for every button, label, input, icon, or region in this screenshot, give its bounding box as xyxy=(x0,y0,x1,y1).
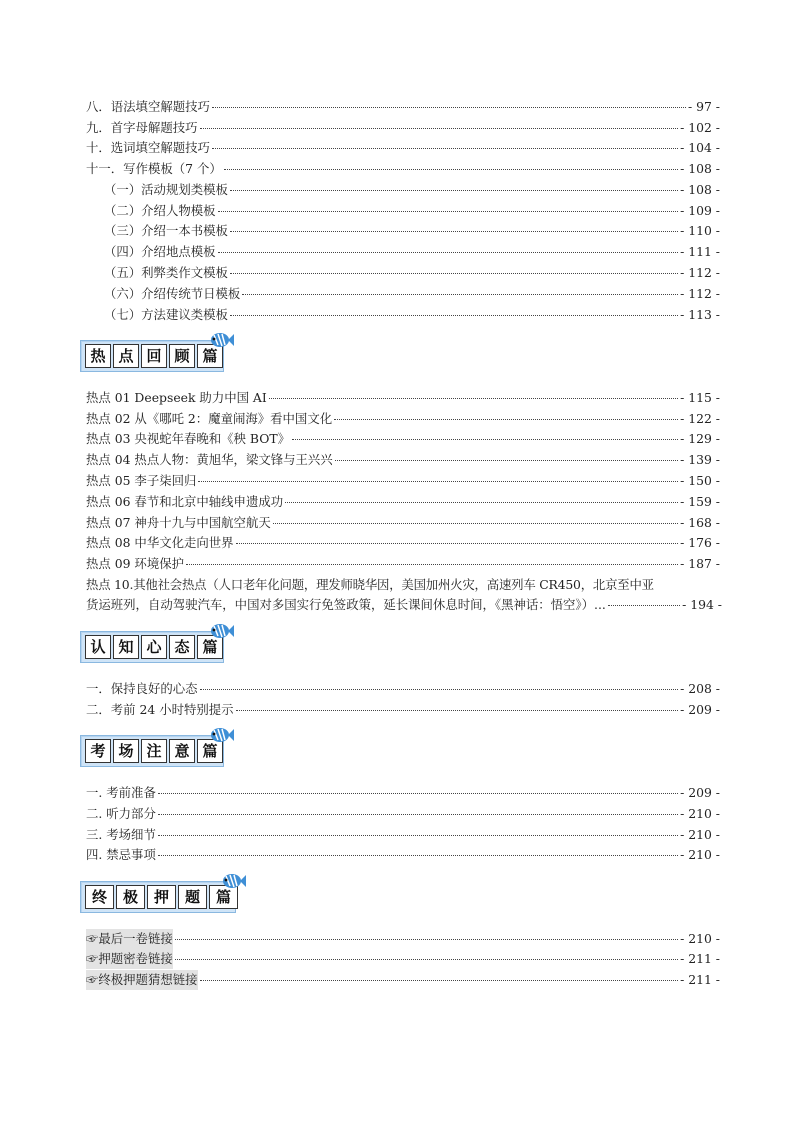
toc-entry-title: 三. 考场细节 xyxy=(86,827,156,842)
toc-page-number: - 115 - xyxy=(680,390,720,405)
toc-leader-dots xyxy=(218,211,679,212)
toc-page-number: - 104 - xyxy=(680,140,720,155)
toc-entry-title: 八．语法填空解题技巧 xyxy=(86,99,210,114)
fish-icon xyxy=(220,869,246,891)
fish-icon xyxy=(208,328,234,350)
toc-leader-dots xyxy=(273,523,678,524)
banner-char: 点 xyxy=(113,344,139,368)
toc-leader-dots xyxy=(200,980,679,981)
toc-entry[interactable] xyxy=(86,513,720,533)
toc-leader-dots xyxy=(285,502,678,503)
banner-char: 态 xyxy=(169,635,195,659)
banner-char: 场 xyxy=(113,739,139,763)
section-banner-hot-topics xyxy=(80,336,232,370)
toc-leader-dots xyxy=(608,605,680,606)
toc-subentry[interactable] xyxy=(104,305,720,325)
toc-entry-title: 九．首字母解题技巧 xyxy=(86,120,198,135)
toc-leader-dots xyxy=(158,855,678,856)
toc-page-number: - 150 - xyxy=(680,473,720,488)
toc-link-entry[interactable] xyxy=(86,970,720,990)
toc-page-number: - 209 - xyxy=(680,785,720,800)
toc-leader-dots xyxy=(200,128,679,129)
toc-page-number: - 159 - xyxy=(680,494,720,509)
banner-char: 篇 xyxy=(197,739,223,763)
toc-entry-title: 热点 03 央视蛇年春晚和《秧 BOT》 xyxy=(86,431,291,446)
toc-page-number: - 112 - xyxy=(680,265,720,280)
toc-entry-title: 一．保持良好的心态 xyxy=(86,681,198,696)
toc-page-number: - 139 - xyxy=(680,452,720,467)
banner-char: 顾 xyxy=(169,344,195,368)
toc-page-number: - 194 - xyxy=(682,597,722,612)
toc-leader-dots xyxy=(242,294,678,295)
toc-entry[interactable] xyxy=(86,554,720,574)
toc-subentry[interactable] xyxy=(104,180,720,200)
toc-page-number: - 110 - xyxy=(680,223,720,238)
toc-leader-dots xyxy=(230,190,678,191)
toc-entry-title: （六）介绍传统节日模板 xyxy=(104,286,241,301)
toc-entry[interactable] xyxy=(86,533,720,553)
toc-page-number: - 108 - xyxy=(680,161,720,176)
toc-entry[interactable] xyxy=(86,138,720,158)
toc-page-number: - 129 - xyxy=(680,431,720,446)
toc-entry-title: （一）活动规划类模板 xyxy=(104,182,228,197)
toc-entry[interactable] xyxy=(86,700,720,720)
banner-chars xyxy=(85,885,238,909)
toc-entry[interactable] xyxy=(86,679,720,699)
banner-char: 终 xyxy=(85,885,114,909)
toc-page-number: - 210 - xyxy=(680,806,720,821)
toc-leader-dots xyxy=(335,460,678,461)
toc-link-entry[interactable] xyxy=(86,949,720,969)
toc-entry-title: （七）方法建议类模板 xyxy=(104,307,228,322)
toc-leader-dots xyxy=(158,793,678,794)
toc-entry[interactable] xyxy=(86,118,720,138)
toc-page-number: - 209 - xyxy=(680,702,720,717)
toc-entry-title: 十一．写作模板（7 个） xyxy=(86,161,222,176)
toc-entry-title-line1: 热点 10.其他社会热点（人口老年化问题，理发师晓华因，美国加州火灾，高速列车 CR450，北京至中亚 xyxy=(86,577,654,592)
toc-leader-dots xyxy=(186,564,678,565)
toc-leader-dots xyxy=(269,398,678,399)
toc-entry-title: 十．选词填空解题技巧 xyxy=(86,140,210,155)
toc-subentry[interactable] xyxy=(104,263,720,283)
toc-entry-title: （五）利弊类作文模板 xyxy=(104,265,228,280)
toc-entry-title: 热点 07 神舟十九与中国航空航天 xyxy=(86,515,271,530)
toc-leader-dots xyxy=(212,148,678,149)
toc-entry[interactable] xyxy=(86,429,720,449)
banner-char: 篇 xyxy=(197,344,223,368)
fish-icon xyxy=(208,619,234,641)
banner-char: 篇 xyxy=(197,635,223,659)
toc-subentry[interactable] xyxy=(104,242,720,262)
banner-char: 题 xyxy=(178,885,207,909)
toc-leader-dots xyxy=(334,419,678,420)
toc-leader-dots xyxy=(200,689,679,690)
toc-entry[interactable] xyxy=(86,492,720,512)
toc-page-number: - 168 - xyxy=(680,515,720,530)
toc-entry-title: （二）介绍人物模板 xyxy=(104,203,216,218)
toc-leader-dots xyxy=(175,939,678,940)
banner-char: 极 xyxy=(116,885,145,909)
toc-page-number: - 211 - xyxy=(680,951,720,966)
toc-page-number: - 176 - xyxy=(680,535,720,550)
toc-entry-title: 二. 听力部分 xyxy=(86,806,156,821)
toc-link-entry[interactable] xyxy=(86,929,720,949)
toc-subentry[interactable] xyxy=(104,201,720,221)
toc-entry-title: 热点 08 中华文化走向世界 xyxy=(86,535,234,550)
toc-entry[interactable] xyxy=(86,450,720,470)
toc-leader-dots xyxy=(158,835,678,836)
toc-leader-dots xyxy=(230,231,678,232)
toc-entry-line2 xyxy=(86,595,722,615)
toc-page-number: - 208 - xyxy=(680,681,720,696)
toc-entry[interactable] xyxy=(86,471,720,491)
toc-entry-multiline[interactable] xyxy=(86,575,722,615)
banner-char: 知 xyxy=(113,635,139,659)
toc-subentry[interactable] xyxy=(104,221,720,241)
toc-entry-title: 热点 09 环境保护 xyxy=(86,556,184,571)
toc-entry-title: 热点 05 李子柒回归 xyxy=(86,473,197,488)
toc-entry-title: 热点 04 热点人物：黄旭华，梁文锋与王兴兴 xyxy=(86,452,333,467)
toc-entry-title: 一. 考前准备 xyxy=(86,785,156,800)
toc-page-number: - 210 - xyxy=(680,827,720,842)
toc-entry[interactable] xyxy=(86,845,720,865)
toc-entry[interactable] xyxy=(86,825,720,845)
banner-char: 热 xyxy=(85,344,111,368)
toc-leader-dots xyxy=(218,252,679,253)
toc-page-number: - 210 - xyxy=(680,847,720,862)
toc-leader-dots xyxy=(175,959,678,960)
toc-entry[interactable] xyxy=(86,97,720,117)
toc-leader-dots xyxy=(198,481,678,482)
banner-char: 意 xyxy=(169,739,195,763)
toc-entry[interactable] xyxy=(86,804,720,824)
toc-entry-title: 四. 禁忌事项 xyxy=(86,847,156,862)
section-banner-final-predictions xyxy=(80,877,246,911)
toc-entry-title: （四）介绍地点模板 xyxy=(104,244,216,259)
toc-link-title[interactable]: ☞终极押题猜想链接 xyxy=(86,970,198,990)
toc-leader-dots xyxy=(236,543,679,544)
banner-chars xyxy=(85,344,223,368)
banner-char: 注 xyxy=(141,739,167,763)
toc-link-title[interactable]: ☞最后一卷链接 xyxy=(86,929,173,949)
toc-entry[interactable] xyxy=(86,159,720,179)
banner-chars xyxy=(85,739,223,763)
toc-leader-dots xyxy=(230,315,678,316)
toc-leader-dots xyxy=(224,169,678,170)
toc-page-number: - 102 - xyxy=(680,120,720,135)
toc-entry[interactable] xyxy=(86,783,720,803)
toc-entry-title: 热点 01 Deepseek 助力中国 AI xyxy=(86,390,267,405)
toc-entry[interactable] xyxy=(86,409,720,429)
toc-entry-title: 热点 02 从《哪吒 2：魔童闹海》看中国文化 xyxy=(86,411,333,426)
toc-subentry[interactable] xyxy=(104,284,720,304)
banner-char: 篇 xyxy=(209,885,238,909)
fish-icon xyxy=(208,723,234,745)
toc-entry-title: 热点 06 春节和北京中轴线申遗成功 xyxy=(86,494,284,509)
banner-char: 认 xyxy=(85,635,111,659)
toc-leader-dots xyxy=(292,439,678,440)
toc-page-number: - 187 - xyxy=(680,556,720,571)
banner-char: 心 xyxy=(141,635,167,659)
toc-leader-dots xyxy=(212,107,686,108)
toc-page-number: - 210 - xyxy=(680,931,720,946)
toc-entry-title: （三）介绍一本书模板 xyxy=(104,223,228,238)
toc-link-title[interactable]: ☞押题密卷链接 xyxy=(86,949,173,969)
banner-char: 押 xyxy=(147,885,176,909)
section-banner-exam-notes xyxy=(80,731,232,765)
toc-leader-dots xyxy=(236,710,679,711)
toc-page-number: - 211 - xyxy=(680,972,720,987)
toc-page-number: - 97 - xyxy=(687,99,720,114)
toc-entry-title-line2: 货运班列，自动驾驶汽车，中国对多国实行免签政策，延长课间休息时间，《黑神话：悟空》）... xyxy=(86,597,606,612)
toc-page-number: - 108 - xyxy=(680,182,720,197)
toc-page-number: - 122 - xyxy=(680,411,720,426)
banner-chars xyxy=(85,635,223,659)
section-banner-mindset xyxy=(80,627,232,661)
toc-page-number: - 109 - xyxy=(680,203,720,218)
toc-entry[interactable] xyxy=(86,388,720,408)
toc-page-number: - 112 - xyxy=(680,286,720,301)
toc-page-number: - 111 - xyxy=(680,244,720,259)
toc-page-number: - 113 - xyxy=(680,307,720,322)
toc-entry-title: 二．考前 24 小时特别提示 xyxy=(86,702,234,717)
toc-leader-dots xyxy=(158,814,678,815)
toc-leader-dots xyxy=(230,273,678,274)
banner-char: 考 xyxy=(85,739,111,763)
banner-char: 回 xyxy=(141,344,167,368)
